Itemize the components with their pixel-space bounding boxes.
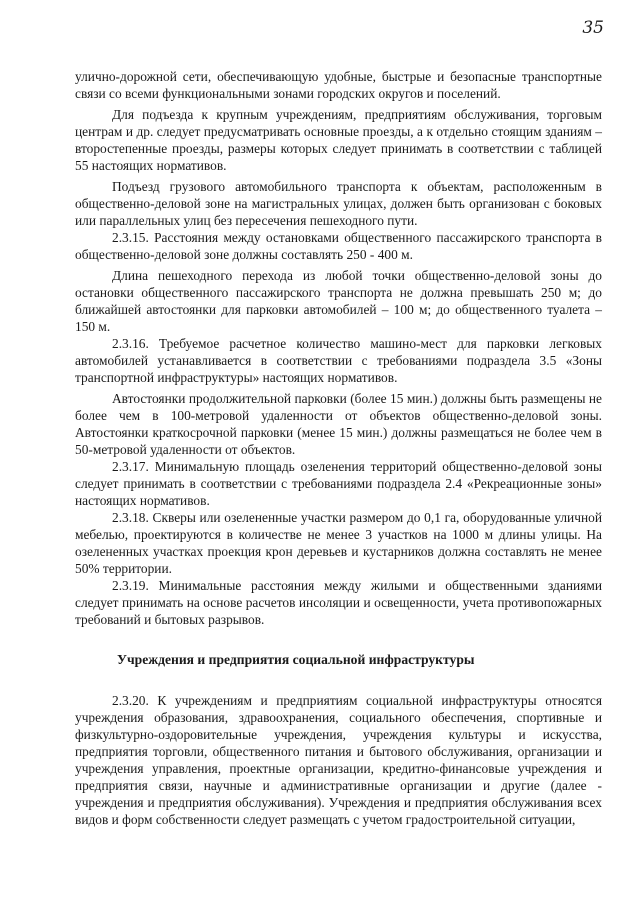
paragraph-pedestrian-distance: Длина пешеходного перехода из любой точки общественно-деловой зоны до остановки общественного пассажирского транспорта не должна превышать 250 м; до ближайшей автостоянки для парковки автомобилей – 100 м; до общественного туалета – 150 м. [75,268,602,334]
paragraph-parking-lots: Автостоянки продолжительной парковки (более 15 мин.) должны быть размещены не более чем в 100-метровой удаленности от объектов общественно-деловой зоны. Автостоянки краткосрочной парковки (менее 15 мин.) должны размещаться не более чем в 50-метровой удаленности от объектов. [75,391,602,457]
paragraph-access-roads: Для подъезда к крупным учреждениям, предприятиям обслуживания, торговым центрам и др. следует предусматривать основные проезды, а к отдельно стоящим зданиям – второстепенные проезды, размеры которых следует принимать в соответствии с таблицей 55 настоящих нормативов. [75,107,602,173]
paragraph-continuation: улично-дорожной сети, обеспечивающую удобные, быстрые и безопасные транспортные связи со всеми функциональными зонами городских округов и поселений. [75,69,602,101]
section-heading: Учреждения и предприятия социальной инфраструктуры [117,652,475,667]
page-number: 35 [582,18,604,38]
document-body [75,68,602,828]
paragraph-freight-access: Подъезд грузового автомобильного транспорта к объектам, расположенным в общественно-деловой зоне на магистральных улицах, должен быть организован с боковых или параллельных улиц без пересечения пешеходного пути. [75,179,602,228]
paragraph-2-3-18: 2.3.18. Скверы или озелененные участки размером до 0,1 га, оборудованные уличной мебелью, проектируются в количестве не менее 3 участков на 1000 м длины улицы. На озелененных участках проекция крон деревьев и кустарников должна составлять не менее 50% территории. [75,510,602,576]
paragraph-2-3-20: 2.3.20. К учреждениям и предприятиям социальной инфраструктуры относятся учреждения образования, здравоохранения, социального обеспечения, спортивные и физкультурно-оздоровительные учреждения, учреждения культуры и искусства, предприятия торговли, общественного питания и бытового обслуживания, организации и учреждения управления, проектные организации, кредитно-финансовые учреждения и предприятия связи, научные и административные организации и другие (далее - учреждения и предприятия обслуживания). Учреждения и предприятия обслуживания всех видов и форм собственности следует размещать с учетом градостроительной ситуации, [75,693,602,827]
paragraph-2-3-19: 2.3.19. Минимальные расстояния между жилыми и общественными зданиями следует принимать на основе расчетов инсоляции и освещенности, учета противопожарных требований и бытовых разрывов. [75,578,602,627]
paragraph-2-3-15: 2.3.15. Расстояния между остановками общественного пассажирского транспорта в общественно-деловой зоне должны составлять 250 - 400 м. [75,230,602,262]
paragraph-2-3-17: 2.3.17. Минимальную площадь озеленения территорий общественно-деловой зоны следует принимать в соответствии с требованиями подраздела 2.4 «Рекреационные зоны» настоящих нормативов. [75,459,602,508]
paragraph-2-3-16: 2.3.16. Требуемое расчетное количество машино-мест для парковки легковых автомобилей устанавливается в соответствии с требованиями подраздела 3.5 «Зоны транспортной инфраструктуры» настоящих нормативов. [75,336,602,385]
